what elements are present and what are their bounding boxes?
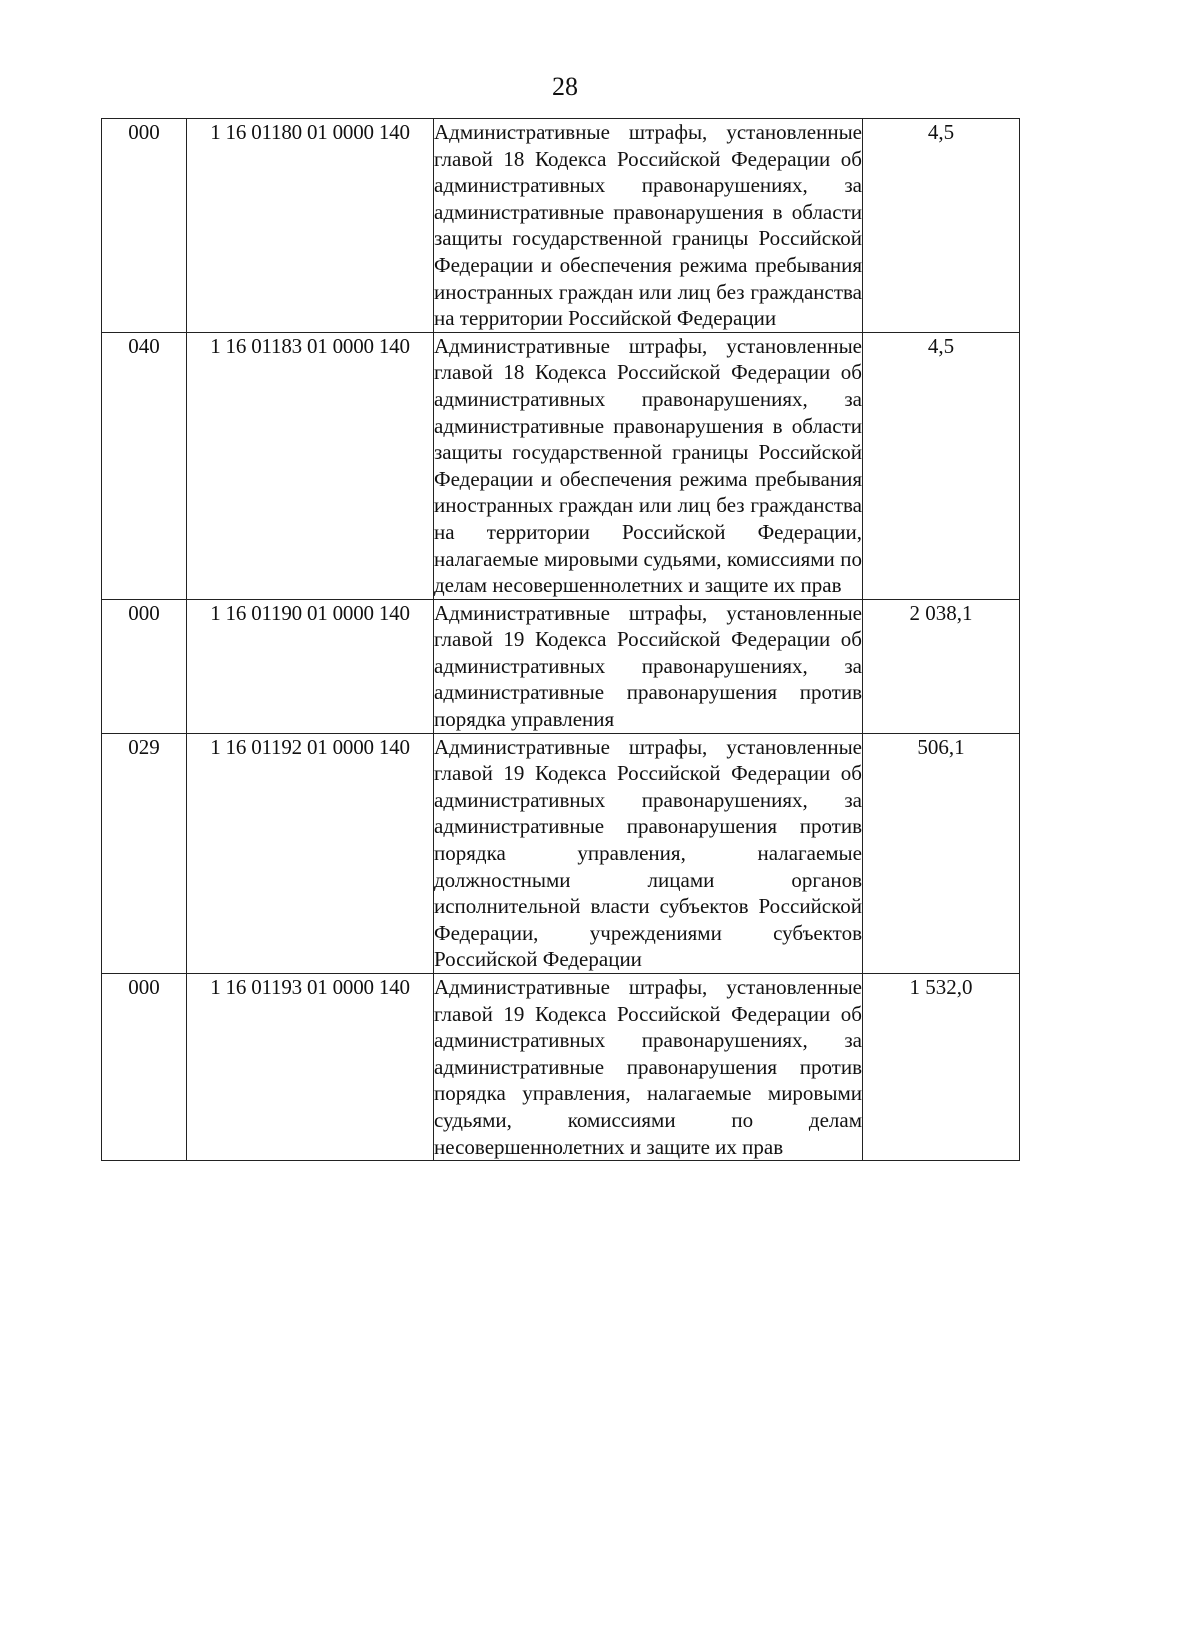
table-row (102, 332, 1020, 599)
budget-code-cell: 1 16 01193 01 0000 140 (187, 974, 434, 1161)
table-row (102, 599, 1020, 733)
budget-code-cell: 1 16 01190 01 0000 140 (187, 599, 434, 733)
table-row (102, 974, 1020, 1161)
budget-code-cell: 1 16 01180 01 0000 140 (187, 119, 434, 333)
budget-code-cell: 1 16 01192 01 0000 140 (187, 733, 434, 973)
admin-code-cell: 000 (102, 599, 187, 733)
budget-code-cell: 1 16 01183 01 0000 140 (187, 332, 434, 599)
table-row (102, 733, 1020, 973)
table-row (102, 119, 1020, 333)
amount-cell: 4,5 (863, 119, 1020, 333)
revenue-name-cell: Административные штрафы, установленные главой 19 Кодекса Российской Федерации об административных правонарушениях, за административные правонарушения против порядка управления, налагаемые мировыми судьями, комиссиями по делам несовершеннолетних и защите их прав (434, 974, 863, 1161)
admin-code-cell: 000 (102, 119, 187, 333)
budget-revenue-table (101, 118, 1020, 1161)
page-number: 28 (552, 72, 578, 101)
revenue-name-cell: Административные штрафы, установленные главой 19 Кодекса Российской Федерации об административных правонарушениях, за административные правонарушения против порядка управления, налагаемые должностными лицами органов исполнительной власти субъектов Российской Федерации, учреждениями субъектов Российской Федерации (434, 733, 863, 973)
admin-code-cell: 040 (102, 332, 187, 599)
revenue-name-cell: Административные штрафы, установленные главой 18 Кодекса Российской Федерации об административных правонарушениях, за административные правонарушения в области защиты государственной границы Российской Федерации и обеспечения режима пребывания иностранных граждан или лиц без гражданства на территории Российской Федерации, налагаемые мировыми судьями, комиссиями по делам несовершеннолетних и защите их прав (434, 332, 863, 599)
amount-cell: 1 532,0 (863, 974, 1020, 1161)
admin-code-cell: 000 (102, 974, 187, 1161)
amount-cell: 4,5 (863, 332, 1020, 599)
revenue-name-cell: Административные штрафы, установленные главой 19 Кодекса Российской Федерации об административных правонарушениях, за административные правонарушения против порядка управления (434, 599, 863, 733)
amount-cell: 2 038,1 (863, 599, 1020, 733)
admin-code-cell: 029 (102, 733, 187, 973)
revenue-name-cell: Административные штрафы, установленные главой 18 Кодекса Российской Федерации об административных правонарушениях, за административные правонарушения в области защиты государственной границы Российской Федерации и обеспечения режима пребывания иностранных граждан или лиц без гражданства на территории Российской Федерации (434, 119, 863, 333)
amount-cell: 506,1 (863, 733, 1020, 973)
